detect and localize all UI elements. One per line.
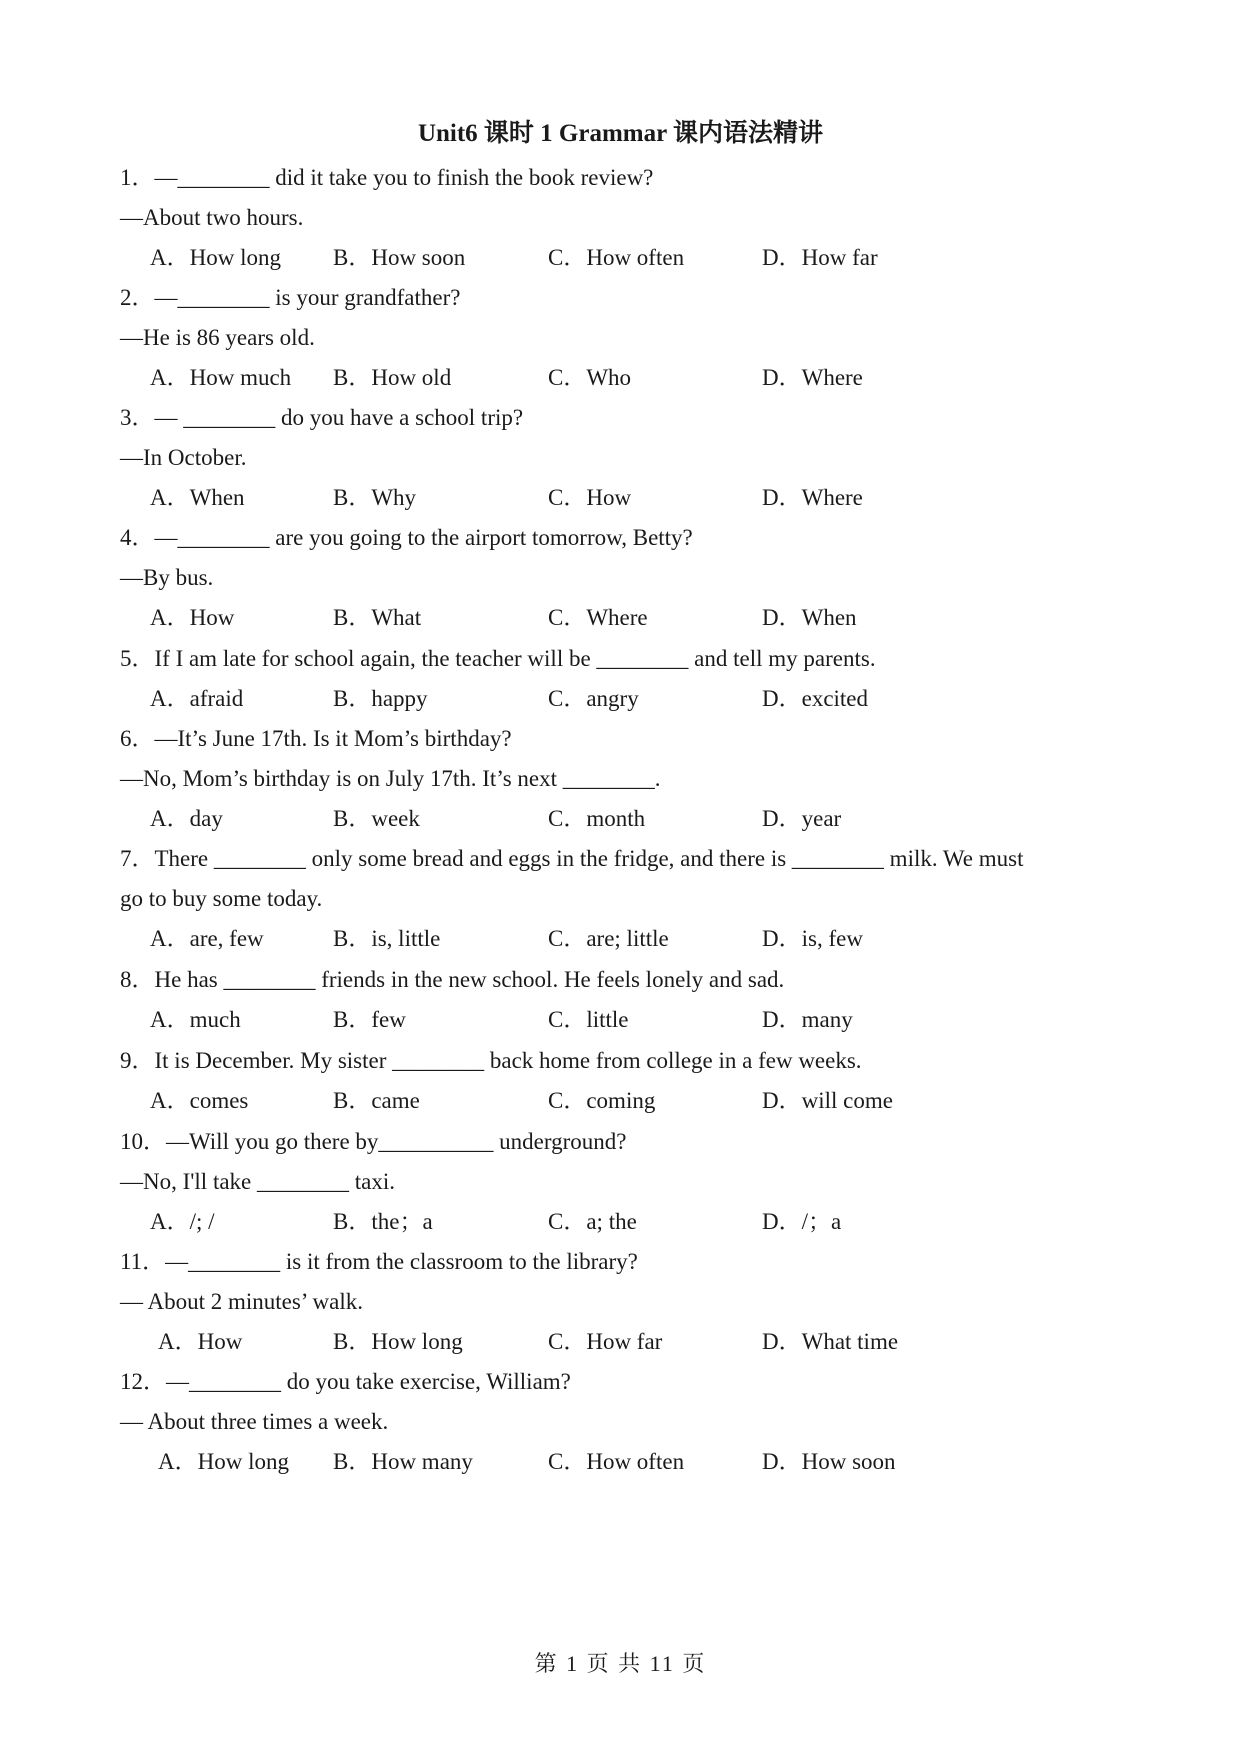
option-d: D．year	[762, 806, 842, 831]
option-a: A．/; /	[150, 1209, 215, 1234]
page-title: Unit6 课时 1 Grammar 课内语法精讲	[417, 120, 824, 147]
page-footer: 第 1 页 共 11 页	[534, 1651, 707, 1676]
option-d: D．/；a	[762, 1209, 842, 1234]
option-b: B．few	[333, 1007, 406, 1032]
option-b: B．How long	[333, 1329, 463, 1354]
option-d: D．When	[762, 605, 857, 630]
option-c: C．a; the	[548, 1209, 637, 1234]
option-b: B．What	[333, 605, 422, 630]
option-b: B．How old	[333, 365, 452, 390]
question-stem: 6．—It’s June 17th. Is it Mom’s birthday?	[120, 726, 512, 751]
question-stem: 12．—________ do you take exercise, William?	[120, 1369, 571, 1394]
option-d: D．How soon	[762, 1449, 896, 1474]
option-b: B．the；a	[333, 1209, 433, 1234]
question-stem: 1．—________ did it take you to finish the book review?	[120, 165, 654, 190]
option-c: C．Where	[548, 605, 648, 630]
option-c: C．How often	[548, 245, 685, 270]
option-c: C．How far	[548, 1329, 663, 1354]
option-a: A．When	[150, 485, 245, 510]
option-a: A．comes	[150, 1088, 249, 1113]
option-b: B．is, little	[333, 926, 441, 951]
option-b: B．week	[333, 806, 420, 831]
option-c: C．Who	[548, 365, 632, 390]
option-d: D．excited	[762, 686, 869, 711]
question-stem: 8．He has ________ friends in the new school. He feels lonely and sad.	[120, 967, 785, 992]
option-a: A．day	[150, 806, 223, 831]
option-b: B．How soon	[333, 245, 466, 270]
question-stem: 10．—Will you go there by__________ underground?	[120, 1129, 627, 1154]
question-stem: 2．—________ is your grandfather?	[120, 285, 461, 310]
question-line: —He is 86 years old.	[120, 325, 315, 350]
option-b: B．How many	[333, 1449, 473, 1474]
option-c: C．How often	[548, 1449, 685, 1474]
question-line: —No, Mom’s birthday is on July 17th. It’s next ________.	[120, 766, 661, 791]
question-line: —About two hours.	[120, 205, 304, 230]
question-line: — About 2 minutes’ walk.	[120, 1289, 363, 1314]
option-a: A．How long	[150, 245, 281, 270]
option-a: A．How	[158, 1329, 243, 1354]
option-d: D．How far	[762, 245, 878, 270]
option-a: A．much	[150, 1007, 241, 1032]
option-b: B．Why	[333, 485, 417, 510]
question-stem: 7．There ________ only some bread and eggs in the fridge, and there is ________ milk. We must	[120, 846, 1024, 871]
option-b: B．happy	[333, 686, 428, 711]
option-c: C．How	[548, 485, 632, 510]
option-d: D．is, few	[762, 926, 863, 951]
option-c: C．month	[548, 806, 646, 831]
option-a: A．How much	[150, 365, 292, 390]
question-stem: 11．—________ is it from the classroom to the library?	[120, 1249, 638, 1274]
question-line: —No, I'll take ________ taxi.	[120, 1169, 395, 1194]
question-stem: 4．—________ are you going to the airport tomorrow, Betty?	[120, 525, 693, 550]
option-a: A．How	[150, 605, 235, 630]
question-line: — About three times a week.	[120, 1409, 389, 1434]
option-a: A．How long	[158, 1449, 289, 1474]
question-stem: 9．It is December. My sister ________ back home from college in a few weeks.	[120, 1048, 862, 1073]
option-d: D．What time	[762, 1329, 899, 1354]
option-d: D．Where	[762, 365, 863, 390]
option-a: A．are, few	[150, 926, 264, 951]
question-stem: 5．If I am late for school again, the teacher will be ________ and tell my parents.	[120, 646, 876, 671]
option-d: D．Where	[762, 485, 863, 510]
option-c: C．angry	[548, 686, 639, 711]
option-c: C．coming	[548, 1088, 656, 1113]
question-line: go to buy some today.	[120, 886, 323, 911]
option-a: A．afraid	[150, 686, 244, 711]
option-d: D．many	[762, 1007, 853, 1032]
option-c: C．are; little	[548, 926, 669, 951]
option-d: D．will come	[762, 1088, 893, 1113]
option-c: C．little	[548, 1007, 629, 1032]
question-stem: 3．— ________ do you have a school trip?	[120, 405, 524, 430]
question-line: —By bus.	[120, 565, 214, 590]
question-line: —In October.	[120, 445, 247, 470]
option-b: B．came	[333, 1088, 420, 1113]
